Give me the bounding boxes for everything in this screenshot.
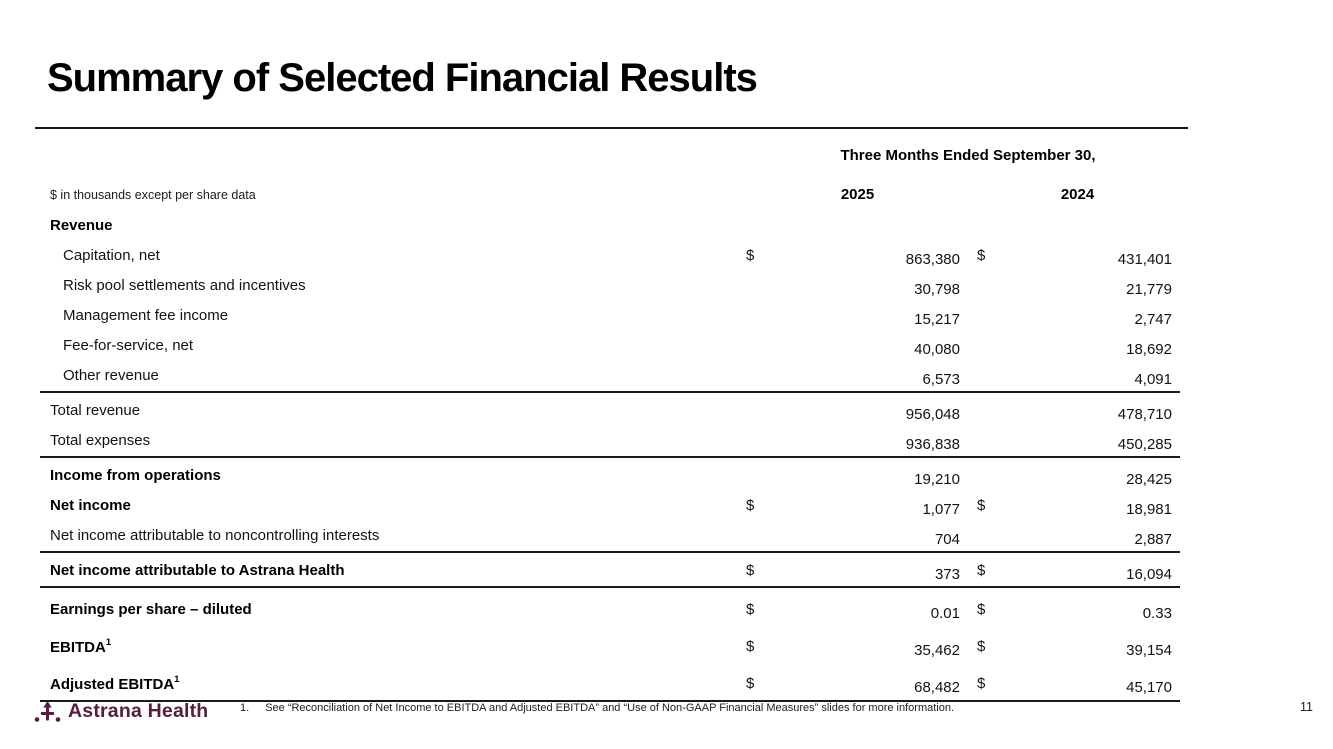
row-label: Net income — [50, 496, 131, 514]
value-2025: 936,838 — [905, 435, 960, 453]
row-label: Other revenue — [63, 366, 159, 384]
row-label: Risk pool settlements and incentives — [63, 276, 306, 294]
dollar-sign-2025: $ — [746, 675, 755, 692]
value-2025: 0.01 — [930, 605, 960, 622]
row-label: Capitation, net — [63, 246, 160, 264]
value-2024: 0.33 — [1142, 605, 1172, 622]
row-label: Earnings per share – diluted — [50, 601, 252, 618]
table-row — [40, 395, 1180, 425]
company-logo-text: Astrana Health — [68, 699, 209, 722]
astrana-logo-icon — [34, 699, 61, 723]
page-number: 11 — [1300, 700, 1313, 714]
table-rule — [40, 391, 1180, 393]
dollar-sign-2024: $ — [977, 601, 986, 618]
value-2024: 45,170 — [1126, 679, 1172, 696]
value-2025: 35,462 — [914, 642, 960, 659]
column-header-2025: 2025 — [840, 186, 875, 203]
dollar-sign-2025: $ — [746, 496, 755, 514]
table-rule — [40, 456, 1180, 458]
table-row — [40, 631, 1180, 662]
row-label: Income from operations — [50, 466, 221, 484]
dollar-sign-2024: $ — [977, 675, 986, 692]
value-2025: 19,210 — [914, 470, 960, 488]
units-note: $ in thousands except per share data — [50, 188, 256, 202]
value-2024: 18,692 — [1126, 340, 1172, 358]
value-2025: 40,080 — [914, 340, 960, 358]
table-header-columns-row — [40, 182, 1180, 210]
table-row — [40, 460, 1180, 490]
value-2025: 863,380 — [905, 250, 960, 268]
value-2024: 28,425 — [1126, 470, 1172, 488]
page-title: Summary of Selected Financial Results — [47, 56, 757, 100]
financial-table — [40, 140, 1180, 704]
row-label: Total revenue — [50, 401, 141, 419]
value-2024: 4,091 — [1134, 370, 1172, 388]
value-2024: 2,887 — [1134, 530, 1172, 548]
dollar-sign-2024: $ — [977, 638, 986, 655]
dollar-sign-2025: $ — [746, 638, 755, 655]
value-2024: 478,710 — [1117, 405, 1172, 423]
dollar-sign-2024: $ — [977, 561, 986, 579]
value-2025: 30,798 — [914, 280, 960, 298]
footnote — [240, 702, 954, 714]
table-row — [40, 300, 1180, 330]
column-header-2024: 2024 — [1060, 186, 1095, 203]
value-2025: 6,573 — [922, 370, 960, 388]
value-2025: 68,482 — [914, 679, 960, 696]
value-2024: 16,094 — [1126, 565, 1172, 583]
value-2024: 21,779 — [1126, 280, 1172, 298]
value-2024: 450,285 — [1117, 435, 1172, 453]
footnote-number: 1. — [240, 702, 250, 714]
row-label: Net income attributable to noncontrolling interests — [50, 526, 380, 544]
table-row — [40, 555, 1180, 585]
table-row — [40, 240, 1180, 270]
value-2025: 1,077 — [922, 500, 960, 518]
table-rule — [40, 586, 1180, 588]
table-header-period-row — [40, 140, 1180, 182]
financial-table-rows — [40, 210, 1180, 702]
table-row — [40, 210, 1180, 240]
footnote-text: See “Reconciliation of Net Income to EBITDA and Adjusted EBITDA” and “Use of Non-GAAP Financial Measures” slides for more information. — [265, 702, 955, 714]
value-2025: 956,048 — [905, 405, 960, 423]
table-row — [40, 270, 1180, 300]
table-row — [40, 425, 1180, 455]
value-2024: 18,981 — [1126, 500, 1172, 518]
row-label: EBITDA$^1$ — [50, 636, 112, 656]
dollar-sign-2024: $ — [977, 496, 986, 514]
title-divider — [35, 127, 1188, 129]
value-2025: 15,217 — [914, 310, 960, 328]
table-row — [40, 360, 1180, 390]
table-row — [40, 668, 1180, 699]
table-row — [40, 490, 1180, 520]
period-header: Three Months Ended September 30, — [840, 147, 1096, 164]
dollar-sign-2025: $ — [746, 561, 755, 579]
value-2024: 431,401 — [1117, 250, 1172, 268]
row-label: Revenue — [50, 216, 113, 234]
table-row — [40, 594, 1180, 625]
row-label: Net income attributable to Astrana Health — [50, 561, 345, 579]
company-logo — [34, 699, 208, 723]
row-label: Total expenses — [50, 431, 151, 449]
row-label: Management fee income — [63, 306, 229, 324]
value-2024: 39,154 — [1126, 642, 1172, 659]
row-label: Adjusted EBITDA$^1$ — [50, 673, 180, 693]
dollar-sign-2024: $ — [977, 246, 986, 264]
table-row — [40, 330, 1180, 360]
table-row — [40, 520, 1180, 550]
value-2025: 704 — [934, 530, 960, 548]
value-2024: 2,747 — [1134, 310, 1172, 328]
value-2025: 373 — [934, 565, 960, 583]
table-rule — [40, 551, 1180, 553]
dollar-sign-2025: $ — [746, 601, 755, 618]
row-label: Fee-for-service, net — [63, 336, 194, 354]
dollar-sign-2025: $ — [746, 246, 755, 264]
